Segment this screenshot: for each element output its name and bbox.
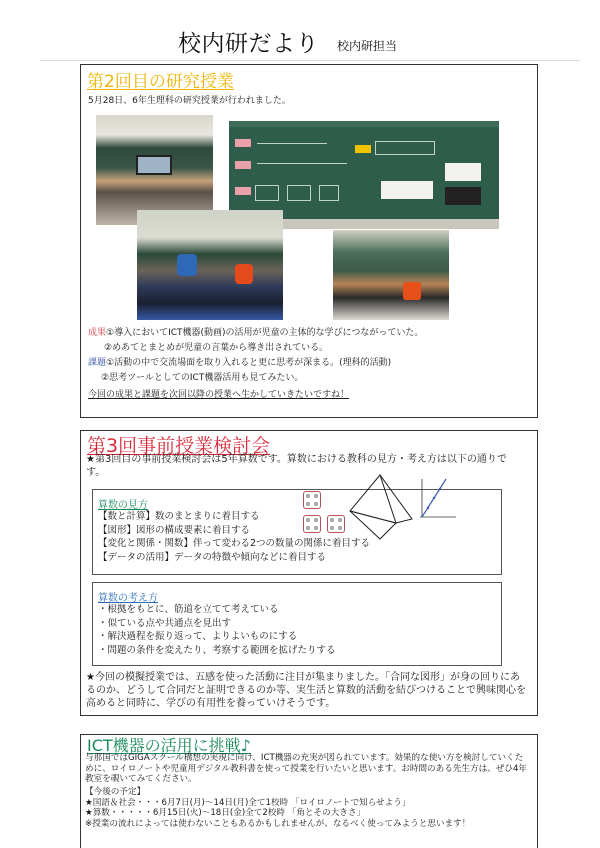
chalk-box	[375, 141, 435, 155]
section-research-lesson	[80, 64, 538, 418]
box-heading: 算数の考え方	[98, 593, 158, 604]
chalk-tag	[235, 161, 251, 169]
result-closing: 今回の成果と課題を次回以降の授業へ生かしていきたいですね！	[88, 390, 350, 400]
student-figure	[235, 264, 253, 284]
chalk-box	[287, 185, 311, 201]
list-item: 【データの活用】データの特徴や傾向などに着目する	[98, 551, 327, 563]
chalk-box	[255, 185, 279, 201]
section-body: 与那国ではGIGAスクール構想の実現に向け、ICT機器の充実が図られています。効果的な使い方を検討していくために、ロイロノートや児童用デジタル教科書を使って授業を行いたいと思います。お時間のある先生方は、ぜひ4年教室を覗いてみてください。	[85, 753, 528, 784]
list-item: ・解決過程を振り返って、よりよいものにする	[98, 631, 298, 642]
math-thinking-box	[92, 582, 502, 666]
list-item: ・根拠をもとに、筋道を立てて考えている	[98, 604, 279, 615]
list-item: 【変化と関係・関数】伴って変わる2つの数量の関係に着目する	[98, 538, 371, 549]
chalk-box	[319, 185, 339, 201]
schedule-item: ★国語＆社会・・・6月7日(月)～14日(月)全て1校時 「ロイロノートで知らせよう」	[85, 797, 411, 808]
board-card	[445, 163, 481, 181]
seika-label: 成果	[88, 328, 107, 338]
student-figure	[177, 254, 197, 276]
result-text: ①活動の中で交流場面を取り入れると更に思考が深まる。(理科的活動)	[106, 358, 392, 368]
tv-screen	[136, 155, 172, 175]
proportional-graph-icon	[418, 477, 458, 523]
result-kadai-2: ②思考ツールとしてのICT機器活用も見てみたい。	[101, 373, 304, 383]
list-item: ・似ている点や共通点を見出す	[98, 617, 232, 629]
schedule-item: ★算数・・・・・6月15日(火)～18日(金)全て2校時 「角とその大きさ」	[85, 808, 366, 818]
chalk-tag	[355, 145, 371, 153]
result-seika-2: ②めあてとまとめが児童の言葉から導き出されている。	[104, 343, 329, 353]
header-divider	[40, 60, 580, 61]
section-heading: 第2回目の研究授業	[87, 72, 234, 92]
newsletter-header	[178, 18, 397, 58]
list-item: 【数と計算】数のまとまりに着目する	[98, 511, 260, 522]
dice-icon	[327, 515, 345, 533]
dice-icon	[303, 491, 321, 509]
photo-classroom-video	[96, 115, 213, 225]
schedule-note: ※授業の流れによっては使わないこともあるかもしれませんが、なるべく使ってみようと思います！	[85, 818, 471, 829]
board-card-dark	[445, 187, 481, 205]
newsletter-title: 校内研だより	[178, 31, 319, 57]
thinking-list	[98, 603, 336, 657]
result-kadai-1	[88, 357, 391, 370]
section-heading: 第3回事前授業検討会	[87, 435, 271, 457]
photo-students-writing	[333, 230, 449, 320]
student-figure	[403, 282, 421, 300]
chalk-tag	[235, 139, 251, 147]
photo-group-activity	[137, 210, 283, 320]
newsletter-author: 校内研担当	[337, 39, 398, 53]
list-item: 【図形】図形の構成要素に着目する	[98, 524, 251, 536]
result-text: ①導入においてICT機器(動画)の活用が児童の主体的な学びにつながっていた。	[106, 328, 424, 338]
section-outro: ★今回の模擬授業では、五感を使った活動に注目が集まりました。「合同な図形」が身の回りにあるのか、どうして合同だと証明できるのか等、実生活と算数的活動を結びつけることで興味関心を高めると同時に、学びの有用性を養っていけそうです。	[86, 672, 526, 709]
section-heading: ICT機器の活用に挑戦♪	[87, 736, 251, 755]
section-pre-lesson-review	[80, 430, 538, 716]
chalk-line	[257, 163, 347, 164]
section-intro: ★第3回目の事前授業検討会は5年算数です。算数における教科の見方・考え方は以下の通りです。	[86, 454, 507, 478]
result-seika-1	[88, 327, 423, 340]
board-card	[381, 181, 433, 199]
list-item: ・問題の条件を変えたり、考察する範囲を拡げたりする	[98, 644, 336, 656]
section-lead: 5月28日、6年生理科の研究授業が行われました。	[88, 96, 291, 106]
dice-icon	[303, 515, 321, 533]
chalk-line	[257, 143, 327, 144]
schedule-heading: 【今後の予定】	[85, 787, 146, 797]
pyramid-net-icon	[346, 473, 416, 543]
chalk-tag	[235, 187, 251, 195]
box-heading: 算数の見方	[98, 500, 148, 511]
section-ict-challenge	[80, 734, 538, 848]
schedule	[85, 787, 470, 829]
kadai-label: 課題	[88, 358, 107, 368]
